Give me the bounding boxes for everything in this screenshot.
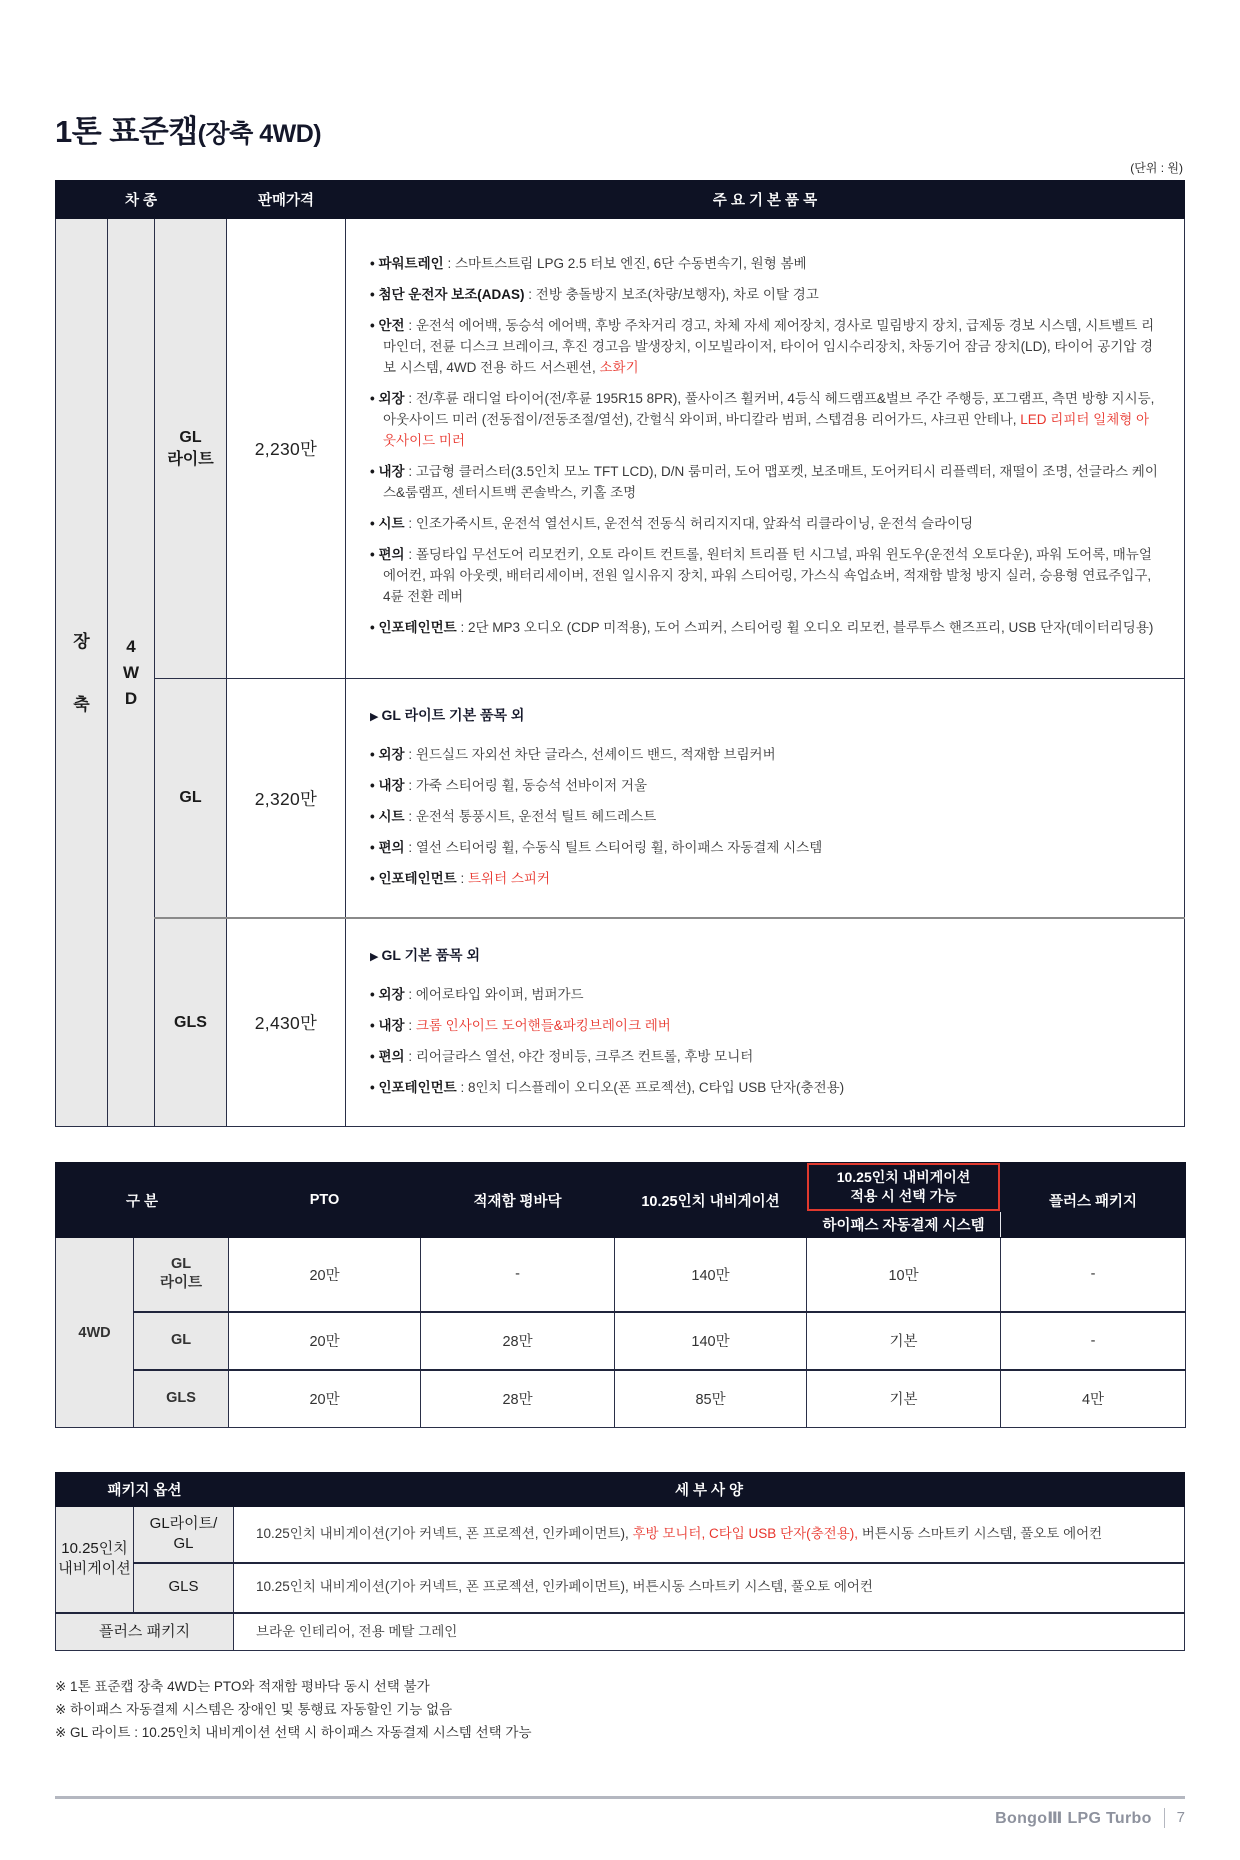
col-header-navigation: 10.25인치 내비게이션 <box>615 1163 807 1238</box>
trim-line: GL <box>179 428 202 446</box>
col-header-package-option: 패키지 옵션 <box>56 1473 234 1507</box>
feature-group-title: GL 라이트 기본 품목 외 <box>381 707 525 723</box>
drive-char: D <box>124 689 138 708</box>
flatbed-value: - <box>421 1238 615 1312</box>
package-detail-gl-lite-gl <box>234 1507 1185 1563</box>
col-header-spec: 세 부 사 양 <box>234 1473 1185 1507</box>
page-footer <box>55 1796 1185 1828</box>
group-cell-4wd: 4WD <box>56 1238 134 1428</box>
feature-category-label: • 편의 <box>370 1049 405 1064</box>
trim-cell-gl-lite <box>155 219 227 679</box>
feature-category-label: • 외장 <box>370 987 405 1002</box>
package-trim-gls: GLS <box>134 1563 234 1613</box>
red-highlight-text: 크롬 인사이드 도어핸들&파킹브레이크 레버 <box>415 1018 671 1033</box>
body-text: 폴딩타입 무선도어 리모컨키, 오토 라이트 컨트롤, 원터치 트리플 턴 시그널, 파워 윈도우(운전석 오토다운), 파워 도어록, 매뉴얼 에어컨, 파워 아웃렛, 배터리세이버, 전원 일시유지 장치, 파워 스티어링, 가스식 쇽업쇼버, 적재함 발청 방지 실러, 승용형 연료주입구, 4륜 전환 레버 <box>383 547 1152 604</box>
footnote: ※ 하이패스 자동결제 시스템은 장애인 및 통행료 자동할인 기능 없음 <box>55 1702 453 1717</box>
feature-item <box>370 253 1158 274</box>
feature-item <box>370 868 1158 889</box>
feature-item <box>370 513 1158 534</box>
unit-note: (단위 : 원) <box>1130 161 1183 175</box>
feature-colon: : <box>404 987 416 1002</box>
body-text: 열선 스티어링 휠, 수동식 틸트 스티어링 휠, 하이패스 자동결제 시스템 <box>415 840 823 855</box>
price-cell-gls: 2,430만 <box>227 918 346 1127</box>
package-detail-plus <box>234 1613 1185 1651</box>
red-highlight-text: 소화기 <box>599 360 639 375</box>
nav-value: 140만 <box>615 1238 807 1312</box>
footnotes <box>55 1675 1185 1744</box>
feature-item <box>370 284 1158 305</box>
feature-category-label: • 파워트레인 <box>370 256 444 271</box>
page-title-sub: (장축 4WD) <box>197 120 322 148</box>
footnote: ※ GL 라이트 : 10.25인치 내비게이션 선택 시 하이패스 자동결제 시스템 선택 가능 <box>55 1725 532 1740</box>
drive-char: 4 <box>126 637 136 656</box>
options-price-table <box>55 1162 1186 1428</box>
footnote: ※ 1톤 표준캡 장축 4WD는 PTO와 적재함 평바닥 동시 선택 불가 <box>55 1679 430 1694</box>
feature-colon: : <box>404 516 416 531</box>
hipass-value: 기본 <box>807 1312 1001 1370</box>
options-row-gls <box>56 1370 1186 1428</box>
feature-colon: : <box>404 1049 416 1064</box>
col-header-price: 판매가격 <box>227 181 346 219</box>
feature-group-header <box>370 705 1158 728</box>
body-text: 스마트스트림 LPG 2.5 터보 엔진, 6단 수동변속기, 원형 봄베 <box>454 256 807 271</box>
feature-colon: : <box>456 871 468 886</box>
feature-colon: : <box>404 464 416 479</box>
page-title-main: 1톤 표준캡 <box>55 114 198 149</box>
feature-category-label: • 외장 <box>370 391 405 406</box>
body-text: 전/후륜 래디얼 타이어(전/후륜 195R15 8PR), 풀사이즈 휠커버, 4등식 헤드램프&벌브 주간 주행등, 포그램프, 측면 방향 지시등, 아웃사이드 미러 (전동접이/전동조절/열선), 간헐식 와이퍼, 바디칼라 범퍼, 스텝겸용 리어가드, 샤크핀 안테나, <box>383 391 1155 427</box>
package-group-plus: 플러스 패키지 <box>56 1613 234 1651</box>
feature-category-label: • 내장 <box>370 778 405 793</box>
trim-line: GL <box>173 1535 194 1553</box>
body-text: 에어로타입 와이퍼, 범퍼가드 <box>415 987 584 1002</box>
feature-colon: : <box>404 547 416 562</box>
col-header-model: 차 종 <box>56 181 227 219</box>
red-highlight-text: 후방 모니터, C타입 USB 단자(충전용), <box>632 1526 858 1542</box>
main-spec-table <box>55 180 1185 1127</box>
body-text: 인조가죽시트, 운전석 열선시트, 운전석 전동식 허리지지대, 앞좌석 리클라이닝, 운전석 슬라이딩 <box>415 516 974 531</box>
price-cell-gl: 2,320만 <box>227 679 346 919</box>
trim-line: GL라이트/ <box>149 1515 218 1532</box>
triangle-bullet-icon: ▶ <box>370 951 382 963</box>
feature-category-label: • 시트 <box>370 516 405 531</box>
package-detail-gls <box>234 1563 1185 1613</box>
feature-item <box>370 617 1158 638</box>
trim-cell-gls: GLS <box>155 918 227 1127</box>
feature-item <box>370 806 1158 827</box>
feature-colon: : <box>404 1018 416 1033</box>
body-text: 전방 충돌방지 보조(차량/보행자), 차로 이탈 경고 <box>535 287 819 302</box>
feature-category-label: • 안전 <box>370 318 405 333</box>
pto-value: 20만 <box>229 1370 421 1428</box>
feature-item <box>370 1046 1158 1067</box>
col-header-plus-package: 플러스 패키지 <box>1001 1163 1186 1238</box>
hipass-note-line: 적용 시 선택 가능 <box>850 1188 957 1204</box>
plus-value: - <box>1001 1312 1186 1370</box>
feature-colon: : <box>404 391 416 406</box>
body-text: 10.25인치 내비게이션(기아 커넥트, 폰 프로젝션, 인카페이먼트), <box>256 1526 633 1542</box>
feature-colon: : <box>404 318 416 333</box>
axis-label-cell <box>56 219 108 1127</box>
red-highlight-text: 트위터 스피커 <box>468 871 550 886</box>
package-header-row <box>56 1473 1185 1507</box>
feature-colon: : <box>524 287 536 302</box>
flatbed-value: 28만 <box>421 1312 615 1370</box>
feature-category-label: • 외장 <box>370 747 405 762</box>
feature-colon: : <box>456 620 468 635</box>
trim-row-gl <box>56 679 1185 919</box>
feature-colon: : <box>404 840 416 855</box>
body-text: 운전석 통풍시트, 운전석 틸트 헤드레스트 <box>415 809 657 824</box>
feature-colon: : <box>443 256 455 271</box>
feature-colon: : <box>404 809 416 824</box>
features-cell-gl-lite <box>346 219 1185 679</box>
feature-item <box>370 544 1158 607</box>
feature-category-label: • 시트 <box>370 809 405 824</box>
trim-line: 라이트 <box>167 450 214 468</box>
package-trim-gl-lite-gl <box>134 1507 234 1563</box>
col-header-flatbed: 적재함 평바닥 <box>421 1163 615 1238</box>
feature-item <box>370 837 1158 858</box>
feature-category-label: • 편의 <box>370 547 405 562</box>
plus-value: - <box>1001 1238 1186 1312</box>
package-group-line: 10.25인치 <box>61 1540 128 1557</box>
feature-item <box>370 315 1158 378</box>
axis-char: 축 <box>73 694 90 714</box>
flatbed-value: 28만 <box>421 1370 615 1428</box>
col-header-group: 구 분 <box>56 1163 229 1238</box>
drive-label-cell <box>108 219 155 1127</box>
price-cell-gl-lite: 2,230만 <box>227 219 346 679</box>
hipass-value: 기본 <box>807 1370 1001 1428</box>
col-header-pto: PTO <box>229 1163 421 1238</box>
axis-char: 장 <box>73 631 90 651</box>
options-row-gl-lite <box>56 1238 1186 1312</box>
feature-colon: : <box>404 778 416 793</box>
feature-group-title: GL 기본 품목 외 <box>381 947 480 963</box>
trim-row-gls <box>56 918 1185 1127</box>
feature-item <box>370 1015 1158 1036</box>
feature-item <box>370 1077 1158 1098</box>
package-spec-table <box>55 1472 1185 1651</box>
hipass-note-red-box <box>807 1163 1000 1211</box>
body-text: 2단 MP3 오디오 (CDP 미적용), 도어 스피커, 스티어링 휠 오디오 리모컨, 블루투스 핸즈프리, USB 단자(데이터리딩용) <box>468 620 1154 635</box>
feature-item <box>370 984 1158 1005</box>
body-text: 10.25인치 내비게이션(기아 커넥트, 폰 프로젝션, 인카페이먼트), 버튼시동 스마트키 시스템, 풀오토 에어컨 <box>256 1579 873 1595</box>
hipass-note-cell <box>807 1163 1001 1212</box>
trim-line: 라이트 <box>159 1275 203 1292</box>
feature-item <box>370 775 1158 796</box>
pto-value: 20만 <box>229 1312 421 1370</box>
trim-row-gl-lite <box>56 219 1185 679</box>
trim-cell-gl: GL <box>155 679 227 919</box>
trim-line: GL <box>170 1255 192 1272</box>
options-row-gl <box>56 1312 1186 1370</box>
pto-value: 20만 <box>229 1238 421 1312</box>
red-highlight-text: LED 리피터 일체형 아웃사이드 미러 <box>383 412 1150 448</box>
feature-colon: : <box>456 1080 468 1095</box>
features-cell-gl <box>346 679 1185 919</box>
plus-value: 4만 <box>1001 1370 1186 1428</box>
body-text: 운전석 에어백, 동승석 에어백, 후방 주차거리 경고, 차체 자세 제어장치, 경사로 밀림방지 장치, 급제동 경보 시스템, 시트벨트 리마인더, 전륜 디스크 브레이크, 후진 경고음 발생장치, 이모빌라이저, 타이어 임시수리장치, 차동기어 잠금 장치(LD), 타이어 공기압 경보 시스템, 4WD 전용 하드 서스펜션, <box>383 318 1155 375</box>
package-row-plus <box>56 1613 1185 1651</box>
feature-category-label: • 인포테인먼트 <box>370 871 457 886</box>
body-text: 가죽 스티어링 휠, 동승석 선바이저 거울 <box>415 778 647 793</box>
triangle-bullet-icon: ▶ <box>370 711 382 723</box>
body-text: 고급형 클러스터(3.5인치 모노 TFT LCD), D/N 룸미러, 도어 맵포켓, 보조매트, 도어커티시 리플렉터, 재떨이 조명, 선글라스 케이스&룸램프, 센터시트백 콘솔박스, 키홀 조명 <box>383 464 1158 500</box>
footer-brand: BongoⅢ LPG Turbo <box>995 1810 1152 1827</box>
body-text: 윈드실드 자외선 차단 글라스, 선셰이드 밴드, 적재함 브림커버 <box>415 747 776 762</box>
feature-category-label: • 편의 <box>370 840 405 855</box>
options-header-row <box>56 1163 1186 1212</box>
body-text: 리어글라스 열선, 야간 정비등, 크루즈 컨트롤, 후방 모니터 <box>415 1049 754 1064</box>
package-row-nav-gl-lite-gl <box>56 1507 1185 1563</box>
col-header-features: 주 요 기 본 품 목 <box>346 181 1185 219</box>
hipass-value: 10만 <box>807 1238 1001 1312</box>
feature-category-label: • 인포테인먼트 <box>370 620 457 635</box>
feature-category-label: • 내장 <box>370 464 405 479</box>
options-trim-gl-lite <box>134 1238 229 1312</box>
options-trim-gls: GLS <box>134 1370 229 1428</box>
package-group-nav <box>56 1507 134 1613</box>
drive-char: W <box>122 663 140 682</box>
body-text: 8인치 디스플레이 오디오(폰 프로젝션), C타입 USB 단자(충전용) <box>468 1080 845 1095</box>
page-content <box>0 106 1240 1744</box>
nav-value: 85만 <box>615 1370 807 1428</box>
feature-category-label: • 내장 <box>370 1018 405 1033</box>
package-group-line: 내비게이션 <box>58 1560 131 1578</box>
feature-group-header <box>370 945 1158 968</box>
hipass-note-line: 10.25인치 내비게이션 <box>836 1169 971 1186</box>
features-cell-gls <box>346 918 1185 1127</box>
body-text: 버튼시동 스마트키 시스템, 풀오토 에어컨 <box>858 1526 1103 1542</box>
feature-colon: : <box>404 747 416 762</box>
nav-value: 140만 <box>615 1312 807 1370</box>
feature-item <box>370 461 1158 503</box>
feature-category-label: • 인포테인먼트 <box>370 1080 457 1095</box>
page-title <box>55 106 1185 151</box>
options-trim-gl: GL <box>134 1312 229 1370</box>
feature-category-label: • 첨단 운전자 보조(ADAS) <box>370 287 525 302</box>
feature-item <box>370 744 1158 765</box>
main-table-header-row <box>56 181 1185 219</box>
page-number: 7 <box>1164 1808 1185 1828</box>
body-text: 브라운 인테리어, 전용 메탈 그레인 <box>256 1623 458 1639</box>
col-header-hipass: 하이패스 자동결제 시스템 <box>807 1212 1001 1238</box>
package-row-nav-gls <box>56 1563 1185 1613</box>
feature-item <box>370 388 1158 451</box>
